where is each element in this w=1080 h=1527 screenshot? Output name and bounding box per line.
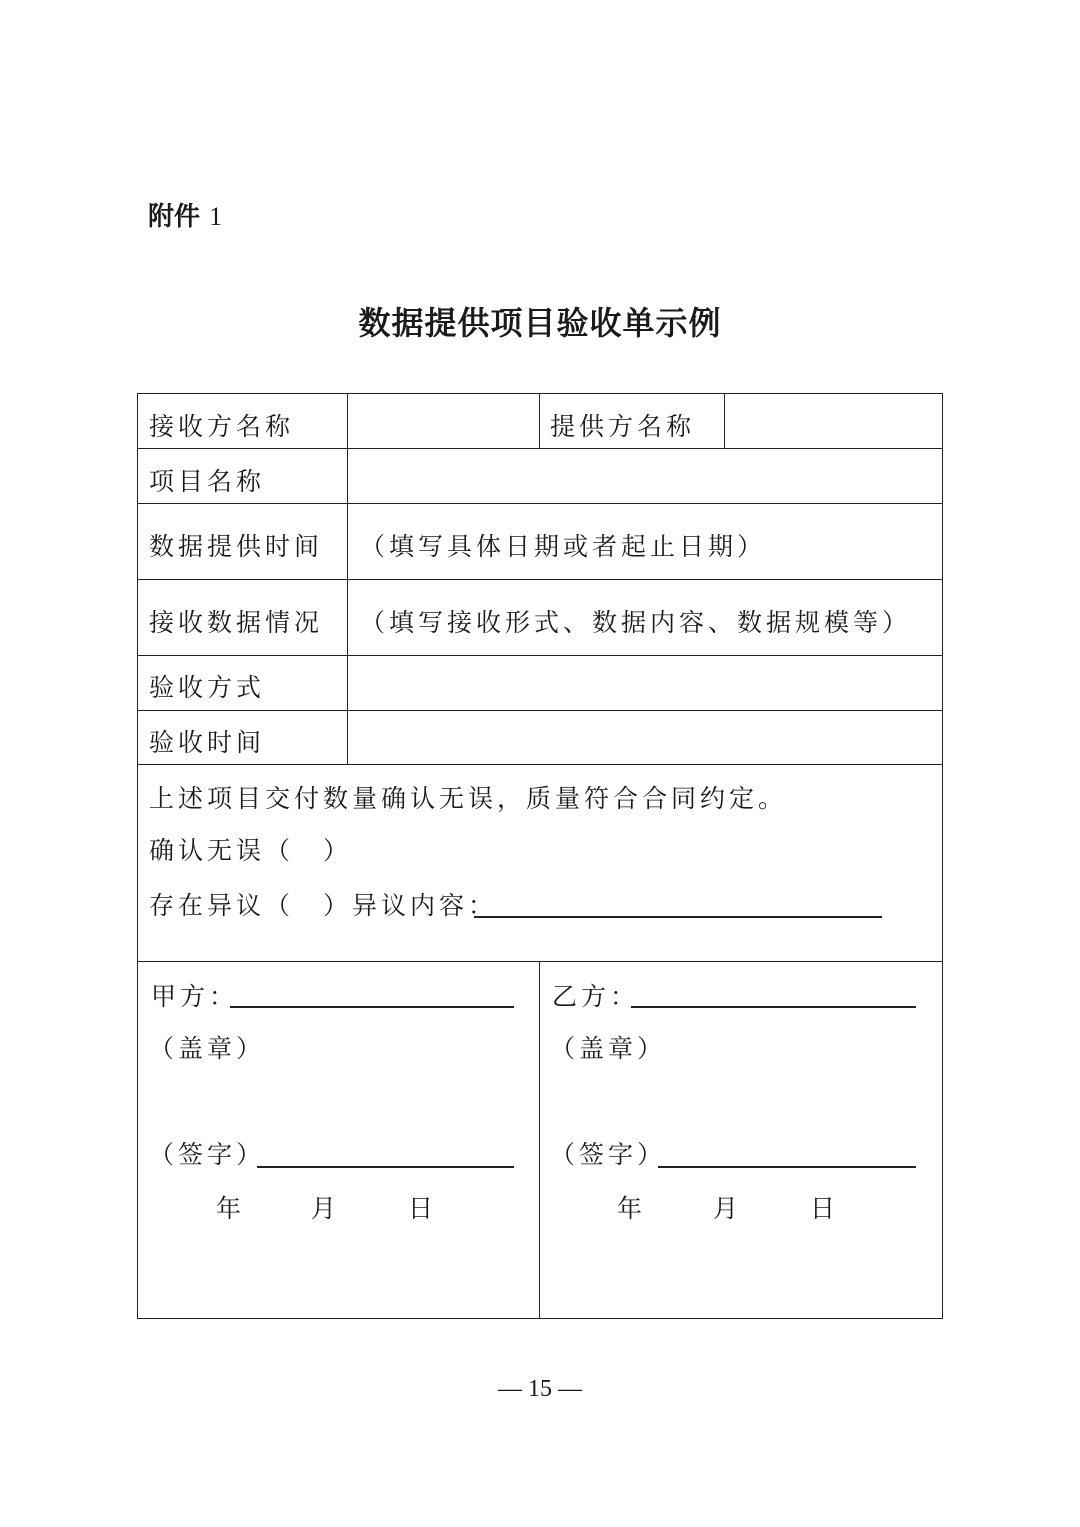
row-divider xyxy=(138,503,942,504)
party-a-seal-label: （盖章） xyxy=(149,1034,266,1063)
party-b-signature-line[interactable] xyxy=(658,1166,916,1168)
acceptance-method-label: 验收方式 xyxy=(149,673,266,702)
party-a-day: 日 xyxy=(408,1194,438,1223)
row-divider xyxy=(138,764,942,765)
received-data-hint[interactable]: （填写接收形式、数据内容、数据规模等） xyxy=(360,608,912,637)
party-b-name-line[interactable] xyxy=(631,1006,916,1008)
receiver-name-label: 接收方名称 xyxy=(149,412,295,441)
row-divider xyxy=(138,579,942,580)
provider-name-label: 提供方名称 xyxy=(550,412,696,441)
acceptance-form-table xyxy=(137,393,943,1319)
party-a-name-line[interactable] xyxy=(230,1006,514,1008)
objection-content-line[interactable] xyxy=(474,916,882,918)
objection-option[interactable]: 存在异议（ ）异议内容： xyxy=(149,891,498,920)
party-a-sign-label: （签字） xyxy=(149,1140,266,1169)
acceptance-method-field[interactable] xyxy=(359,658,934,706)
receiver-name-field[interactable] xyxy=(359,398,529,444)
party-a-year: 年 xyxy=(216,1194,246,1223)
column-divider xyxy=(347,394,348,764)
provide-time-label: 数据提供时间 xyxy=(149,532,324,561)
attachment-label-text: 附件 xyxy=(148,202,201,232)
party-a-signature-line[interactable] xyxy=(257,1166,514,1168)
party-b-seal-label: （盖章） xyxy=(550,1034,667,1063)
party-a-label: 甲方： xyxy=(151,982,239,1011)
party-b-day: 日 xyxy=(810,1194,840,1223)
attachment-label xyxy=(148,196,222,233)
column-divider xyxy=(539,961,540,1318)
provider-name-field[interactable] xyxy=(735,398,935,444)
page-title: 数据提供项目验收单示例 xyxy=(358,304,722,342)
acceptance-time-field[interactable] xyxy=(359,713,934,761)
party-b-month: 月 xyxy=(713,1194,743,1223)
attachment-number: 1 xyxy=(209,202,223,231)
column-divider xyxy=(724,394,725,448)
party-a-month: 月 xyxy=(311,1194,341,1223)
provide-time-hint[interactable]: （填写具体日期或者起止日期） xyxy=(360,532,767,561)
party-b-label: 乙方： xyxy=(552,982,640,1011)
column-divider xyxy=(539,394,540,448)
acceptance-time-label: 验收时间 xyxy=(149,728,266,757)
row-divider xyxy=(138,448,942,449)
row-divider xyxy=(138,961,942,962)
row-divider xyxy=(138,655,942,656)
page-number: — 15 — xyxy=(498,1376,582,1402)
project-name-label: 项目名称 xyxy=(149,467,266,496)
party-b-year: 年 xyxy=(617,1194,647,1223)
project-name-field[interactable] xyxy=(359,452,934,498)
confirm-option[interactable]: 确认无误（ ） xyxy=(149,836,353,865)
row-divider xyxy=(138,710,942,711)
received-data-label: 接收数据情况 xyxy=(149,608,324,637)
party-b-sign-label: （签字） xyxy=(550,1140,667,1169)
statement-text: 上述项目交付数量确认无误，质量符合合同约定。 xyxy=(149,784,788,813)
